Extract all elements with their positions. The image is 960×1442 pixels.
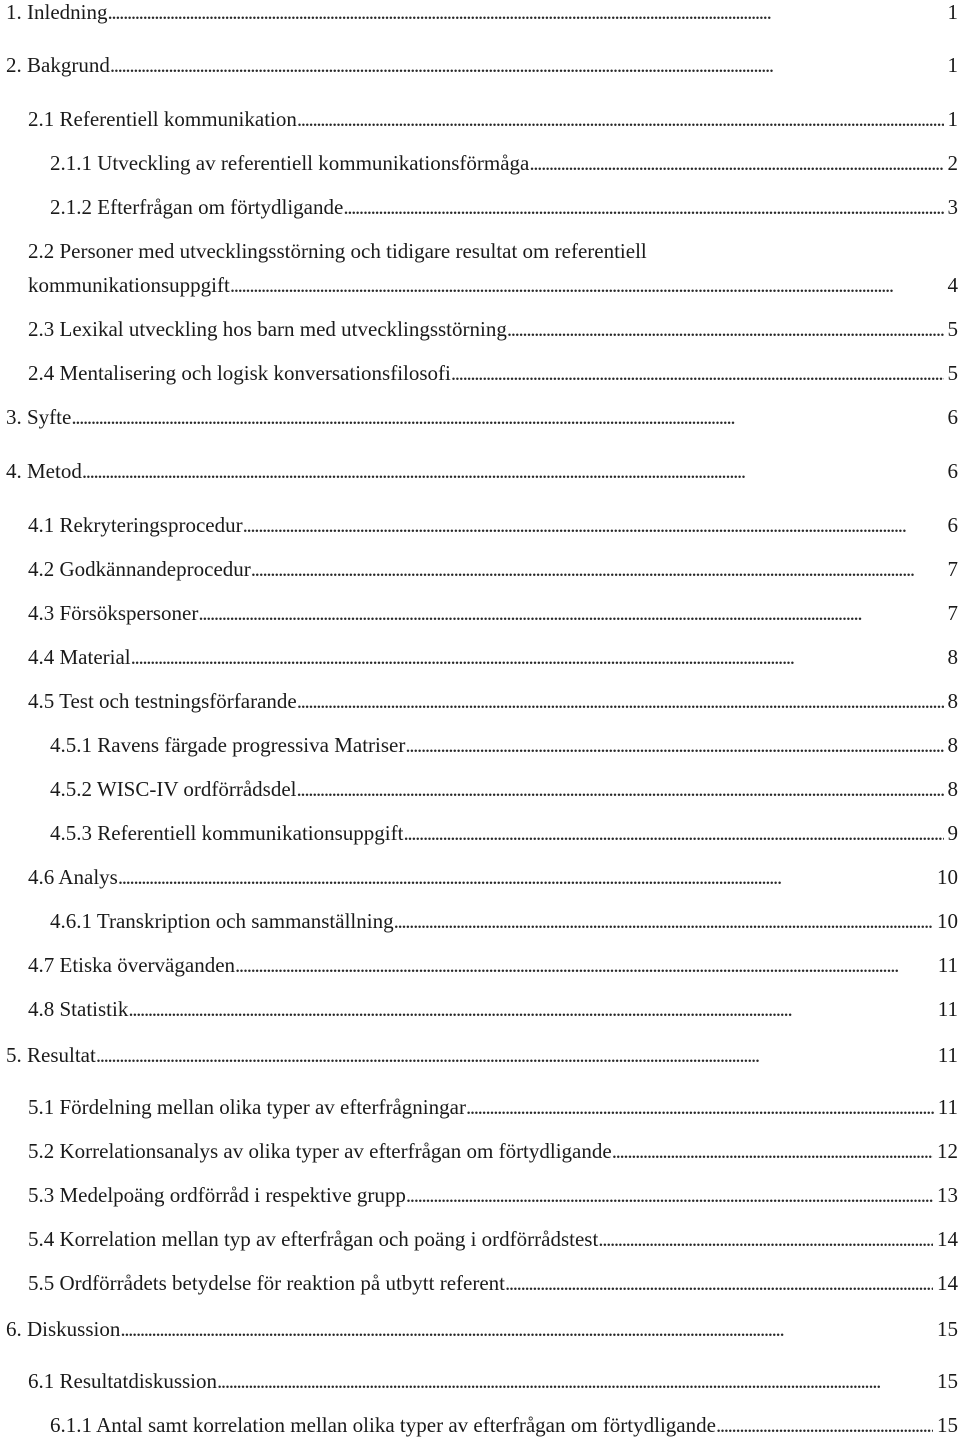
dot-leader [243,510,944,540]
toc-entry[interactable] [0,1092,960,1122]
toc-entry-title: 6.1.1 Antal samt korrelation mellan olika typer av efterfrågan om förtydligande [50,1413,716,1437]
dot-leader [251,554,944,584]
toc-entry[interactable] [0,730,960,760]
toc-entry[interactable] [0,950,960,980]
toc-entry-page-number: 5 [947,317,958,341]
dot-leader [198,598,943,628]
toc-entry[interactable] [0,818,960,848]
toc-entry-page-number: 7 [947,601,958,625]
dot-leader [406,1180,933,1210]
dot-leader [82,456,944,486]
dot-leader [120,1314,933,1344]
dot-leader [128,994,933,1024]
toc-entry-page-number: 3 [947,195,958,219]
toc-entry[interactable] [0,50,960,80]
toc-entry-title-continuation: kommunikationsuppgift [28,273,230,297]
toc-entry-title: 2.2 Personer med utvecklingsstörning och tidigare resultat om referentiell [28,239,647,263]
toc-entry-page-number: 11 [937,997,958,1021]
toc-entry[interactable] [0,148,960,178]
toc-entry[interactable] [0,192,960,222]
dot-leader [131,642,944,672]
toc-entry[interactable] [0,554,960,584]
toc-entry[interactable] [0,456,960,486]
toc-entry-title: 4.6.1 Transkription och sammanställning [50,909,394,933]
toc-entry-page-number: 6 [947,459,958,483]
toc-entry-page-number: 10 [937,865,958,889]
toc-entry-title: 4.5.3 Referentiell kommunikationsuppgift [50,821,404,845]
toc-entry-page-number: 6 [947,405,958,429]
toc-entry-title: 4.8 Statistik [28,997,129,1021]
dot-leader [598,1224,933,1254]
toc-entry[interactable] [0,1314,960,1344]
toc-entry[interactable] [0,0,960,27]
toc-entry-page-number: 14 [937,1227,958,1251]
dot-leader [217,1366,933,1396]
toc-entry-page-number: 11 [937,1095,958,1119]
toc-entry-title: 5. Resultat [6,1043,96,1067]
dot-leader [71,402,943,432]
toc-entry-title: 4.7 Etiska överväganden [28,953,236,977]
toc-entry-title: 5.3 Medelpoäng ordförråd i respektive grupp [28,1183,406,1207]
toc-entry[interactable] [0,906,960,936]
toc-entry-title: 3. Syfte [6,405,72,429]
toc-entry[interactable] [0,686,960,716]
toc-entry-page-number: 12 [937,1139,958,1163]
toc-entry-title: 2. Bakgrund [6,53,110,77]
toc-entry[interactable] [0,314,960,344]
toc-entry-page-number: 8 [947,733,958,757]
toc-entry-page-number: 15 [937,1317,958,1341]
dot-leader [612,1136,933,1166]
dot-leader [297,104,944,134]
toc-entry-title: 5.4 Korrelation mellan typ av efterfrågan och poäng i ordförrådstest [28,1227,599,1251]
toc-entry-page-number: 7 [947,557,958,581]
toc-entry-page-number: 14 [937,1271,958,1295]
toc-entry[interactable] [0,510,960,540]
toc-entry-title: 2.1 Referentiell kommunikation [28,107,297,131]
dot-leader [529,148,943,178]
toc-entry-title: 2.1.1 Utveckling av referentiell kommunikationsförmåga [50,151,530,175]
dot-leader [507,314,944,344]
toc-entry[interactable] [0,1268,960,1298]
toc-entry-page-number: 6 [947,513,958,537]
toc-entry-page-number: 8 [947,777,958,801]
toc-entry-page-number: 8 [947,689,958,713]
dot-leader [451,358,944,388]
dot-leader [110,50,944,80]
dot-leader [403,818,943,848]
toc-entry-title: 4.6 Analys [28,865,118,889]
dot-leader [716,1410,933,1440]
toc-entry-title: 5.2 Korrelationsanalys av olika typer av efterfrågan om förtydligande [28,1139,612,1163]
toc-entry-title: 5.5 Ordförrådets betydelse för reaktion på utbytt referent [28,1271,505,1295]
toc-entry-title: 6.1 Resultatdiskussion [28,1369,218,1393]
toc-entry[interactable] [0,862,960,892]
toc-entry[interactable] [0,358,960,388]
toc-entry-title: 2.4 Mentalisering och logisk konversationsfilosofi [28,361,451,385]
toc-entry-title: 4.2 Godkännandeprocedur [28,557,251,581]
dot-leader [297,686,944,716]
toc-entry[interactable] [0,774,960,804]
toc-entry-page-number: 1 [947,107,958,131]
dot-leader [230,270,944,300]
toc-entry[interactable] [0,1136,960,1166]
toc-entry-page-number: 9 [947,821,958,845]
toc-entry[interactable] [0,402,960,432]
toc-entry-title: 4.5.2 WISC-IV ordförrådsdel [50,777,297,801]
toc-entry-title: 2.3 Lexikal utveckling hos barn med utvecklingsstörning [28,317,507,341]
dot-leader [466,1092,934,1122]
dot-leader [394,906,933,936]
toc-entry[interactable] [0,994,960,1024]
toc-entry-page-number: 2 [947,151,958,175]
toc-entry[interactable] [0,1366,960,1396]
toc-entry[interactable] [0,1040,960,1070]
toc-entry[interactable] [0,1410,960,1440]
toc-entry-title: 4. Metod [6,459,82,483]
toc-entry[interactable] [0,236,960,300]
dot-leader [343,192,943,222]
toc-entry[interactable] [0,1180,960,1210]
toc-entry-page-number: 11 [937,1043,958,1067]
toc-entry-title: 5.1 Fördelning mellan olika typer av efterfrågningar [28,1095,466,1119]
toc-entry-page-number: 5 [947,361,958,385]
toc-entry-page-number: 1 [947,53,958,77]
toc-entry-title: 4.5 Test och testningsförfarande [28,689,297,713]
toc-entry-title: 6. Diskussion [6,1317,121,1341]
toc-entry-title: 4.5.1 Ravens färgade progressiva Matriser [50,733,406,757]
toc-entry-title: 4.1 Rekryteringsprocedur [28,513,243,537]
toc-entry-title: 1. Inledning [6,0,108,24]
toc-entry[interactable] [0,1224,960,1254]
toc-entry[interactable] [0,104,960,134]
dot-leader [235,950,934,980]
toc-entry-title: 2.1.2 Efterfrågan om förtydligande [50,195,344,219]
dot-leader [405,730,943,760]
toc-entry-title: 4.4 Material [28,645,131,669]
toc-entry-page-number: 10 [937,909,958,933]
toc-entry-page-number: 4 [947,273,958,297]
toc-entry-title: 4.3 Försökspersoner [28,601,199,625]
toc-entry-page-number: 11 [937,953,958,977]
toc-entry-page-number: 1 [947,0,958,24]
toc-entry-page-number: 8 [947,645,958,669]
dot-leader [96,1040,934,1070]
dot-leader [297,774,944,804]
toc-entry-page-number: 15 [937,1413,958,1437]
toc-entry[interactable] [0,598,960,628]
toc-entry-page-number: 13 [937,1183,958,1207]
dot-leader [107,0,943,27]
toc-entry-page-number: 15 [937,1369,958,1393]
toc-entry[interactable] [0,642,960,672]
dot-leader [505,1268,933,1298]
dot-leader [118,862,933,892]
